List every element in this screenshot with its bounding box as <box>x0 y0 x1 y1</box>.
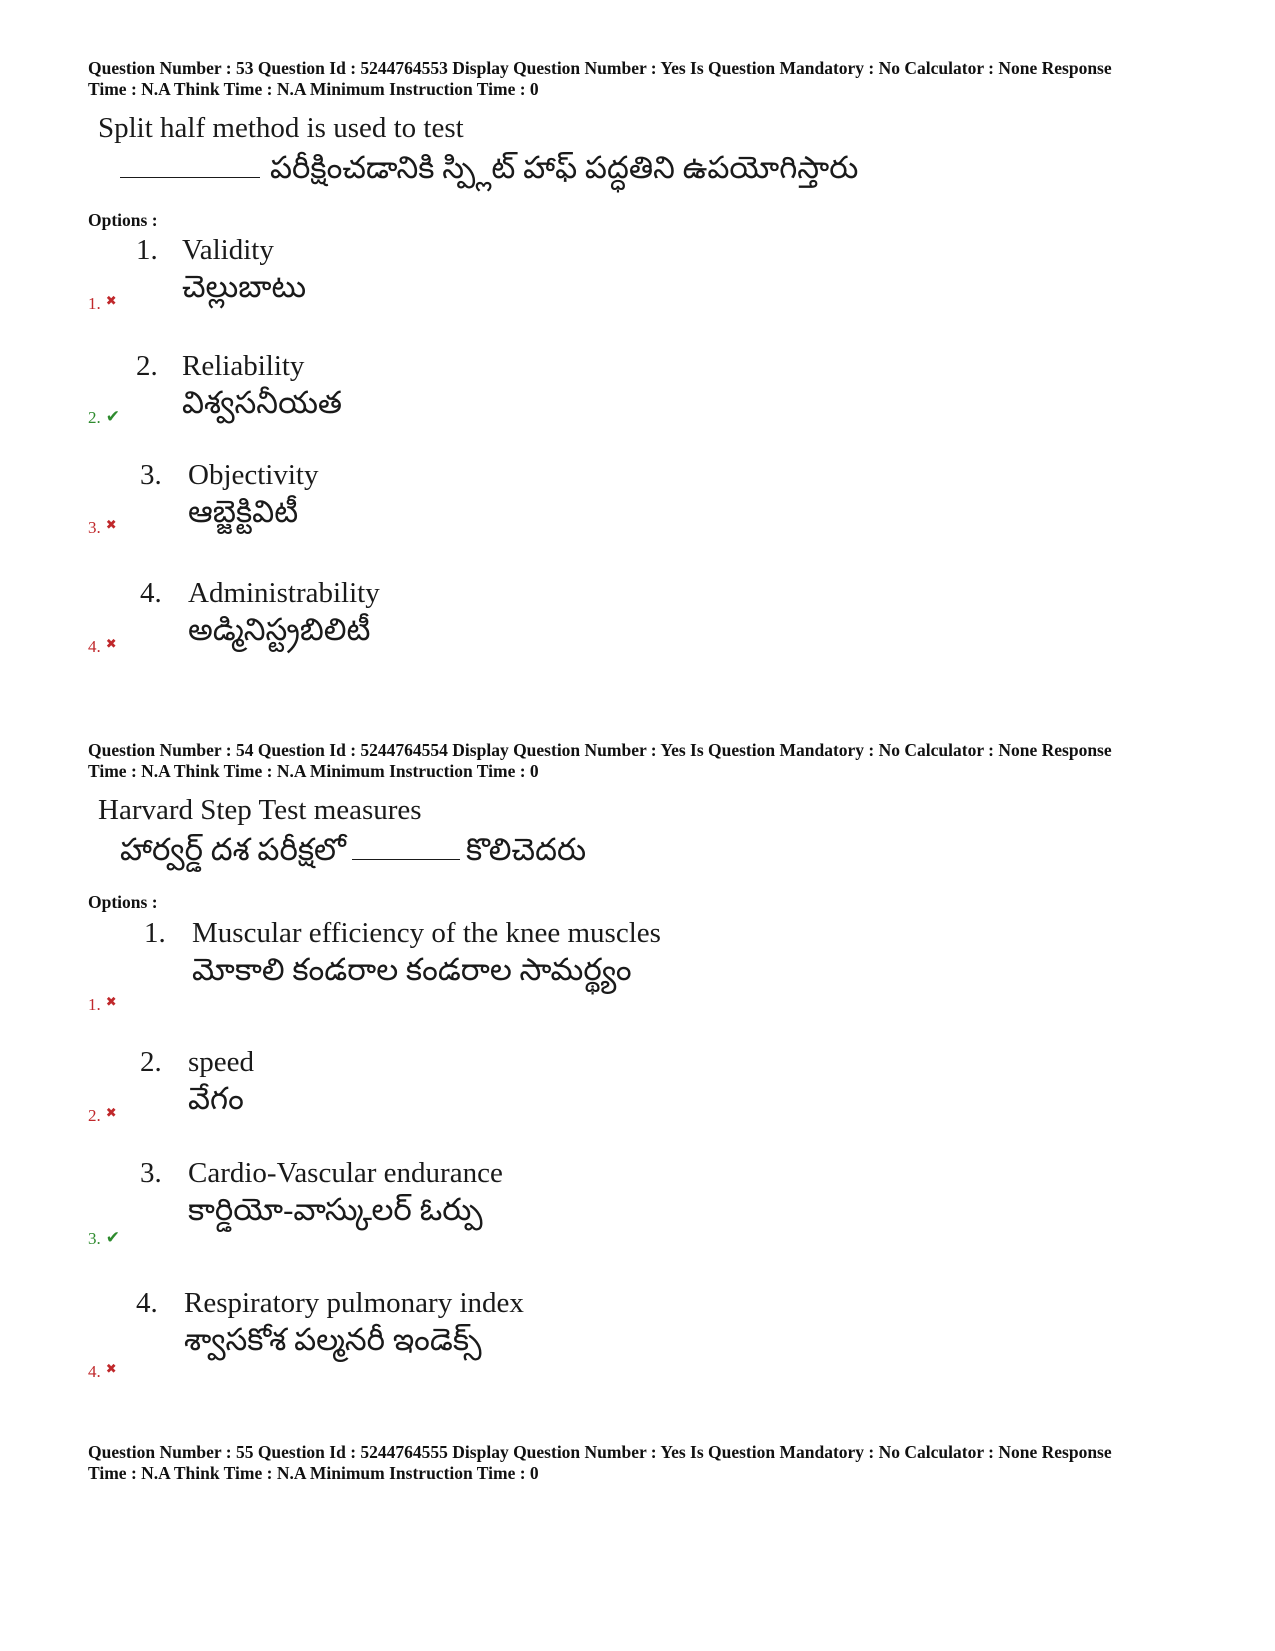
cross-icon: ✖ <box>105 636 117 651</box>
option-2 <box>0 1044 1275 1154</box>
cross-icon: ✖ <box>105 517 117 532</box>
options-label: Options : <box>88 210 158 230</box>
option-status: 1. ✖ <box>88 293 117 313</box>
option-number: 4. <box>136 1287 158 1319</box>
question-text-en: Harvard Step Test measures <box>98 794 422 826</box>
option-status: 4. ✖ <box>88 1361 117 1381</box>
option-text-en: Administrability <box>188 577 380 609</box>
option-text-te: శ్వాసకోశ పల్మనరీ ఇండెక్స్ <box>184 1322 482 1357</box>
option-number: 2. <box>136 350 158 382</box>
cross-icon: ✖ <box>105 1361 117 1376</box>
question-text-en: Split half method is used to test <box>98 112 464 144</box>
meta-line-2: Time : N.A Think Time : N.A Minimum Instruction Time : 0 <box>88 79 539 99</box>
option-text-en: Reliability <box>182 350 305 382</box>
option-text-te: కార్డియో-వాస్కులర్ ఓర్పు <box>188 1192 483 1227</box>
option-text-en: Objectivity <box>188 459 319 491</box>
option-status: 2. ✖ <box>88 1105 117 1125</box>
meta-line-1: Question Number : 55 Question Id : 5244764555 Display Question Number : Yes Is Question Mandatory : No Calculator : None Response <box>88 1442 1112 1462</box>
option-text-te: చెల్లుబాటు <box>182 269 307 304</box>
check-icon: ✔ <box>105 1228 120 1247</box>
question-54-meta <box>88 740 1208 782</box>
option-text-te: అడ్మినిస్ట్రబిలిటీ <box>188 612 371 647</box>
option-number: 4. <box>140 577 162 609</box>
cross-icon: ✖ <box>105 994 117 1009</box>
option-number: 1. <box>136 234 158 266</box>
option-1 <box>0 915 1275 1025</box>
meta-line-1: Question Number : 54 Question Id : 5244764554 Display Question Number : Yes Is Question Mandatory : No Calculator : None Response <box>88 740 1112 760</box>
option-status: 2. ✔ <box>88 407 120 427</box>
option-number: 3. <box>140 459 162 491</box>
cross-icon: ✖ <box>105 1105 117 1120</box>
option-1 <box>0 232 1275 342</box>
answer-blank <box>352 837 460 860</box>
option-text-te: మోకాలి కండరాల కండరాల సామర్థ్యం <box>192 952 632 987</box>
option-2 <box>0 348 1275 458</box>
option-4 <box>0 1285 1275 1395</box>
question-53-meta <box>88 58 1208 100</box>
option-text-en: Respiratory pulmonary index <box>184 1287 524 1319</box>
option-status: 1. ✖ <box>88 994 117 1014</box>
question-text-te: హార్వర్డ్ దశ పరీక్షలో కొలిచెదరు <box>120 832 587 867</box>
option-status: 3. ✔ <box>88 1228 120 1248</box>
option-number: 1. <box>144 917 166 949</box>
question-53-text <box>98 108 858 188</box>
meta-line-1: Question Number : 53 Question Id : 5244764553 Display Question Number : Yes Is Question Mandatory : No Calculator : None Response <box>88 58 1112 78</box>
option-3 <box>0 457 1275 567</box>
option-number: 2. <box>140 1046 162 1078</box>
options-label: Options : <box>88 892 158 912</box>
option-text-te: వేగం <box>188 1081 244 1116</box>
option-text-en: Cardio-Vascular endurance <box>188 1157 503 1189</box>
option-4 <box>0 575 1275 685</box>
answer-blank <box>120 155 260 178</box>
meta-line-2: Time : N.A Think Time : N.A Minimum Instruction Time : 0 <box>88 1463 539 1483</box>
meta-line-2: Time : N.A Think Time : N.A Minimum Instruction Time : 0 <box>88 761 539 781</box>
option-text-en: speed <box>188 1046 255 1078</box>
cross-icon: ✖ <box>105 293 117 308</box>
option-text-te: విశ్వసనీయత <box>182 385 343 420</box>
option-status: 4. ✖ <box>88 636 117 656</box>
question-text-te: పరీక్షించడానికి స్ప్లిట్ హాఫ్ పద్ధతిని ఉపయోగిస్తారు <box>98 148 858 188</box>
question-54-text <box>98 790 586 870</box>
option-status: 3. ✖ <box>88 517 117 537</box>
option-text-en: Muscular efficiency of the knee muscles <box>192 917 661 949</box>
option-text-en: Validity <box>182 234 274 266</box>
option-3 <box>0 1155 1275 1265</box>
option-number: 3. <box>140 1157 162 1189</box>
question-55-meta <box>88 1442 1208 1484</box>
option-text-te: ఆబ్జెక్టివిటీ <box>188 494 299 529</box>
check-icon: ✔ <box>105 407 120 426</box>
